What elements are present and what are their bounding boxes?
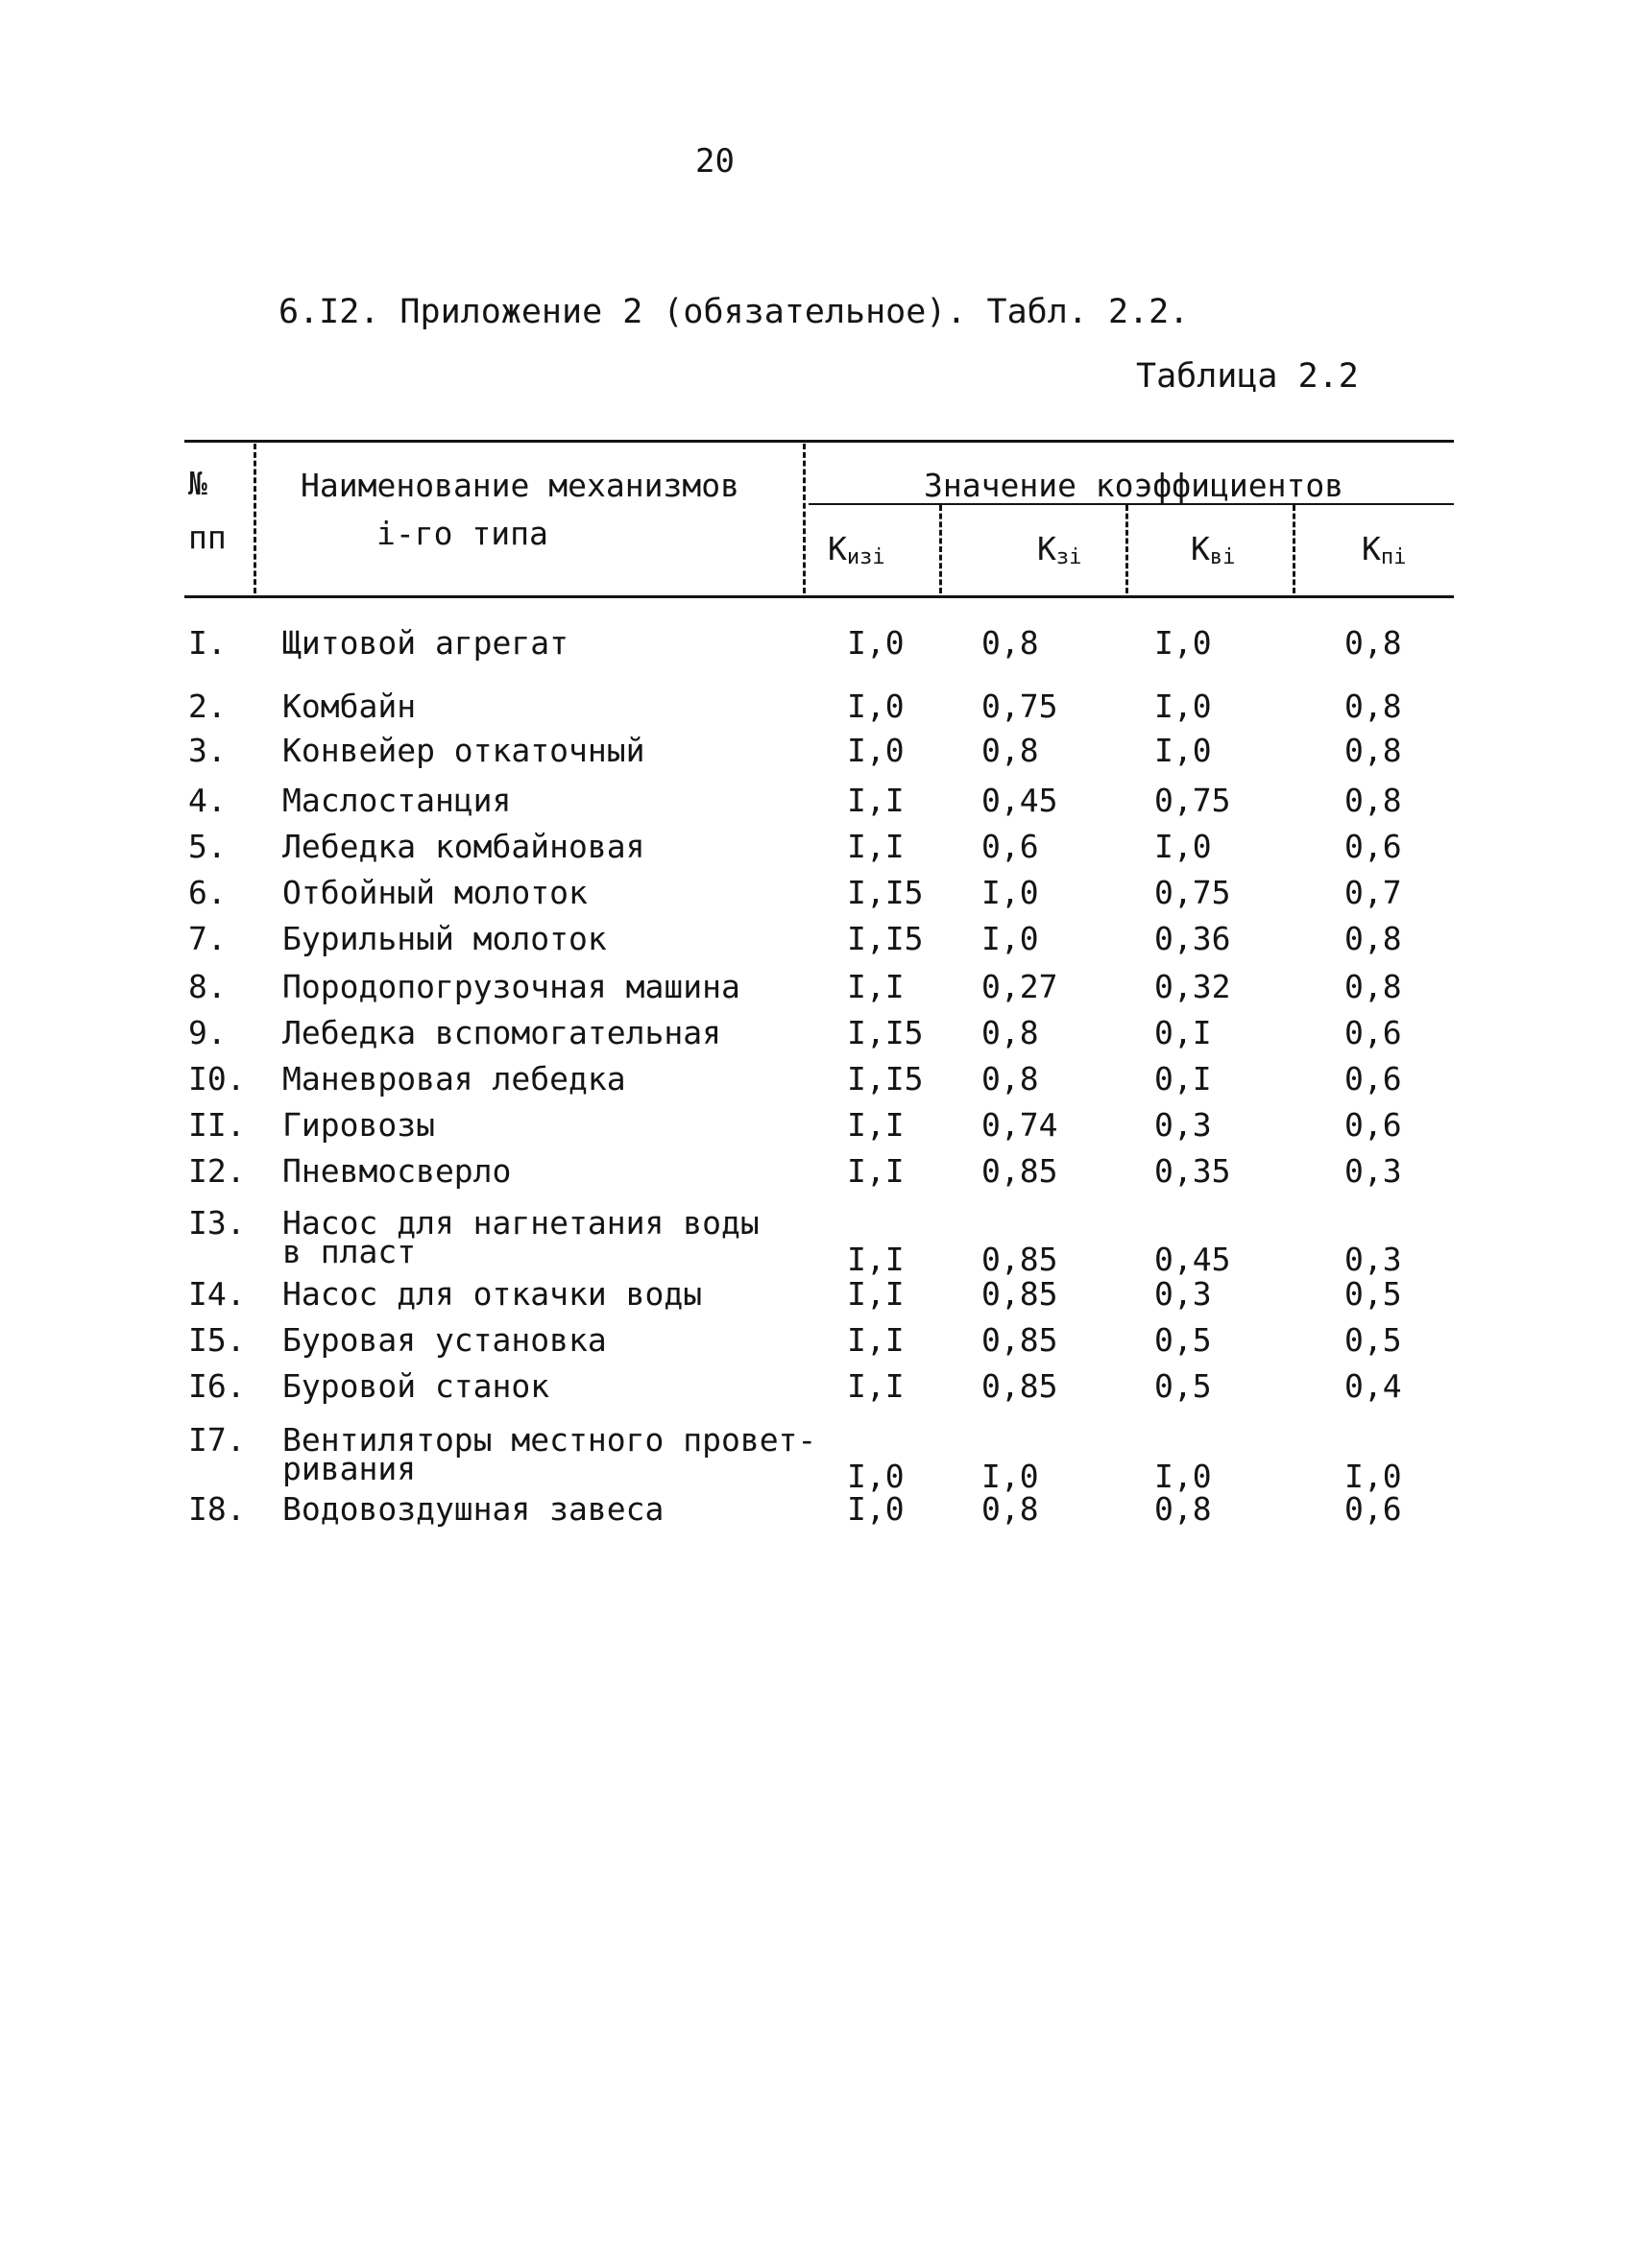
k-switch-value: 0,4 xyxy=(1344,1367,1402,1405)
k-time-value: 0,I xyxy=(1154,1060,1212,1098)
mechanism-name: Маслостанция xyxy=(282,782,512,819)
row-number: 5. xyxy=(188,828,227,865)
column-divider xyxy=(1293,505,1295,593)
k-load-value: 0,8 xyxy=(981,1490,1039,1528)
mechanism-name: Пневмосверло xyxy=(282,1152,512,1190)
k-time-value: 0,75 xyxy=(1154,782,1231,819)
row-number: I3. xyxy=(188,1204,246,1242)
k-time-value: 0,75 xyxy=(1154,874,1231,911)
k-load-value: 0,85 xyxy=(981,1367,1058,1405)
mechanism-name: Буровой станок xyxy=(282,1367,550,1405)
row-number: 4. xyxy=(188,782,227,819)
mechanism-name: Насос для откачки воды xyxy=(282,1275,703,1313)
k-use-value: I,I xyxy=(847,782,905,819)
k-time-value: 0,35 xyxy=(1154,1152,1231,1190)
k-load-value: 0,85 xyxy=(981,1275,1058,1313)
row-number: I4. xyxy=(188,1275,246,1313)
k-use-value: I,0 xyxy=(847,732,905,769)
header-num-line1: № xyxy=(188,465,207,502)
k-switch-value: 0,6 xyxy=(1344,1490,1402,1528)
k-time-value: 0,32 xyxy=(1154,968,1231,1005)
k-load-value: 0,75 xyxy=(981,688,1058,725)
table-top-rule xyxy=(184,440,1454,443)
row-number: 7. xyxy=(188,920,227,957)
k-switch-value: 0,6 xyxy=(1344,1060,1402,1098)
column-divider xyxy=(1125,505,1128,593)
row-number: 2. xyxy=(188,688,227,725)
k-use-value: I,I xyxy=(847,968,905,1005)
column-divider xyxy=(803,444,806,593)
k-time-value: I,0 xyxy=(1154,732,1212,769)
k-switch-value: 0,8 xyxy=(1344,920,1402,957)
row-number: 9. xyxy=(188,1014,227,1051)
row-number: I7. xyxy=(188,1421,246,1459)
k-use-value: I,0 xyxy=(847,1458,905,1495)
mechanism-name: Насос для нагнетания воды xyxy=(282,1204,760,1242)
k-time-value: 0,5 xyxy=(1154,1321,1212,1359)
k-use-value: I,I5 xyxy=(847,1014,924,1051)
row-number: I5. xyxy=(188,1321,246,1359)
k-load-value: I,0 xyxy=(981,1458,1039,1495)
k-use-value: I,I xyxy=(847,828,905,865)
header-num-line2: пп xyxy=(188,519,227,556)
mechanism-name: Гировозы xyxy=(282,1106,435,1144)
k-time-value: 0,3 xyxy=(1154,1106,1212,1144)
header-k-time: $К_{вi}$ xyxy=(1191,530,1236,569)
mechanism-name: Бурильный молоток xyxy=(282,920,607,957)
header-name-line2: i-го типа xyxy=(376,515,548,552)
row-number: I0. xyxy=(188,1060,246,1098)
table-caption: Таблица 2.2 xyxy=(1136,357,1359,396)
k-load-value: 0,6 xyxy=(981,828,1039,865)
k-time-value: I,0 xyxy=(1154,624,1212,662)
k-use-value: I,I5 xyxy=(847,874,924,911)
mechanism-name-continuation: в пласт xyxy=(282,1233,417,1270)
k-load-value: I,0 xyxy=(981,874,1039,911)
table-header-bottom-rule xyxy=(184,595,1454,598)
k-load-value: 0,27 xyxy=(981,968,1058,1005)
row-number: 6. xyxy=(188,874,227,911)
k-load-value: 0,74 xyxy=(981,1106,1058,1144)
k-switch-value: I,0 xyxy=(1344,1458,1402,1495)
k-load-value: 0,45 xyxy=(981,782,1058,819)
row-number: 3. xyxy=(188,732,227,769)
row-number: II. xyxy=(188,1106,246,1144)
k-load-value: 0,8 xyxy=(981,1014,1039,1051)
k-switch-value: 0,8 xyxy=(1344,968,1402,1005)
k-use-value: I,I xyxy=(847,1106,905,1144)
k-load-value: 0,85 xyxy=(981,1321,1058,1359)
k-time-value: 0,45 xyxy=(1154,1241,1231,1278)
column-divider xyxy=(939,505,942,593)
section-title: 6.I2. Приложение 2 (обязательное). Табл. 2.2. xyxy=(278,293,1190,331)
header-name-line1: Наименование механизмов xyxy=(301,467,739,504)
mechanism-name: Лебедка вспомогательная xyxy=(282,1014,721,1051)
mechanism-name: Породопогрузочная машина xyxy=(282,968,740,1005)
mechanism-name-continuation: ривания xyxy=(282,1450,417,1487)
k-use-value: I,I xyxy=(847,1275,905,1313)
k-time-value: 0,8 xyxy=(1154,1490,1212,1528)
k-use-value: I,0 xyxy=(847,688,905,725)
k-switch-value: 0,6 xyxy=(1344,828,1402,865)
row-number: I2. xyxy=(188,1152,246,1190)
row-number: 8. xyxy=(188,968,227,1005)
k-time-value: 0,36 xyxy=(1154,920,1231,957)
row-number: I. xyxy=(188,624,227,662)
k-switch-value: 0,6 xyxy=(1344,1014,1402,1051)
k-load-value: 0,8 xyxy=(981,1060,1039,1098)
header-coefficients-group: Значение коэффициентов xyxy=(924,467,1344,504)
mechanism-name: Вентиляторы местного провет- xyxy=(282,1421,817,1459)
header-k-switch: $К_{пi}$ xyxy=(1362,530,1407,569)
k-use-value: I,0 xyxy=(847,624,905,662)
k-switch-value: 0,3 xyxy=(1344,1152,1402,1190)
k-load-value: 0,85 xyxy=(981,1241,1058,1278)
header-k-load: $К_{зi}$ xyxy=(1037,530,1082,569)
k-switch-value: 0,7 xyxy=(1344,874,1402,911)
k-time-value: I,0 xyxy=(1154,688,1212,725)
k-time-value: 0,5 xyxy=(1154,1367,1212,1405)
k-time-value: 0,I xyxy=(1154,1014,1212,1051)
k-use-value: I,I5 xyxy=(847,1060,924,1098)
k-use-value: I,I xyxy=(847,1241,905,1278)
k-switch-value: 0,8 xyxy=(1344,624,1402,662)
mechanism-name: Комбайн xyxy=(282,688,417,725)
k-time-value: I,0 xyxy=(1154,828,1212,865)
page-number: 20 xyxy=(695,142,735,181)
k-time-value: 0,3 xyxy=(1154,1275,1212,1313)
mechanism-name: Щитовой агрегат xyxy=(282,624,569,662)
mechanism-name: Водовоздушная завеса xyxy=(282,1490,665,1528)
header-k-use: $К_{изi}$ xyxy=(828,530,885,569)
k-use-value: I,I5 xyxy=(847,920,924,957)
mechanism-name: Отбойный молоток xyxy=(282,874,588,911)
k-switch-value: 0,8 xyxy=(1344,732,1402,769)
k-switch-value: 0,6 xyxy=(1344,1106,1402,1144)
k-switch-value: 0,8 xyxy=(1344,688,1402,725)
k-use-value: I,I xyxy=(847,1367,905,1405)
mechanism-name: Буровая установка xyxy=(282,1321,607,1359)
k-load-value: 0,85 xyxy=(981,1152,1058,1190)
k-time-value: I,0 xyxy=(1154,1458,1212,1495)
k-switch-value: 0,5 xyxy=(1344,1275,1402,1313)
k-use-value: I,0 xyxy=(847,1490,905,1528)
k-switch-value: 0,5 xyxy=(1344,1321,1402,1359)
row-number: I8. xyxy=(188,1490,246,1528)
mechanism-name: Конвейер откаточный xyxy=(282,732,645,769)
column-divider xyxy=(254,444,256,593)
k-use-value: I,I xyxy=(847,1321,905,1359)
row-number: I6. xyxy=(188,1367,246,1405)
k-switch-value: 0,8 xyxy=(1344,782,1402,819)
k-load-value: 0,8 xyxy=(981,732,1039,769)
k-use-value: I,I xyxy=(847,1152,905,1190)
mechanism-name: Лебедка комбайновая xyxy=(282,828,645,865)
k-switch-value: 0,3 xyxy=(1344,1241,1402,1278)
mechanism-name: Маневровая лебедка xyxy=(282,1060,626,1098)
k-load-value: 0,8 xyxy=(981,624,1039,662)
k-load-value: I,0 xyxy=(981,920,1039,957)
